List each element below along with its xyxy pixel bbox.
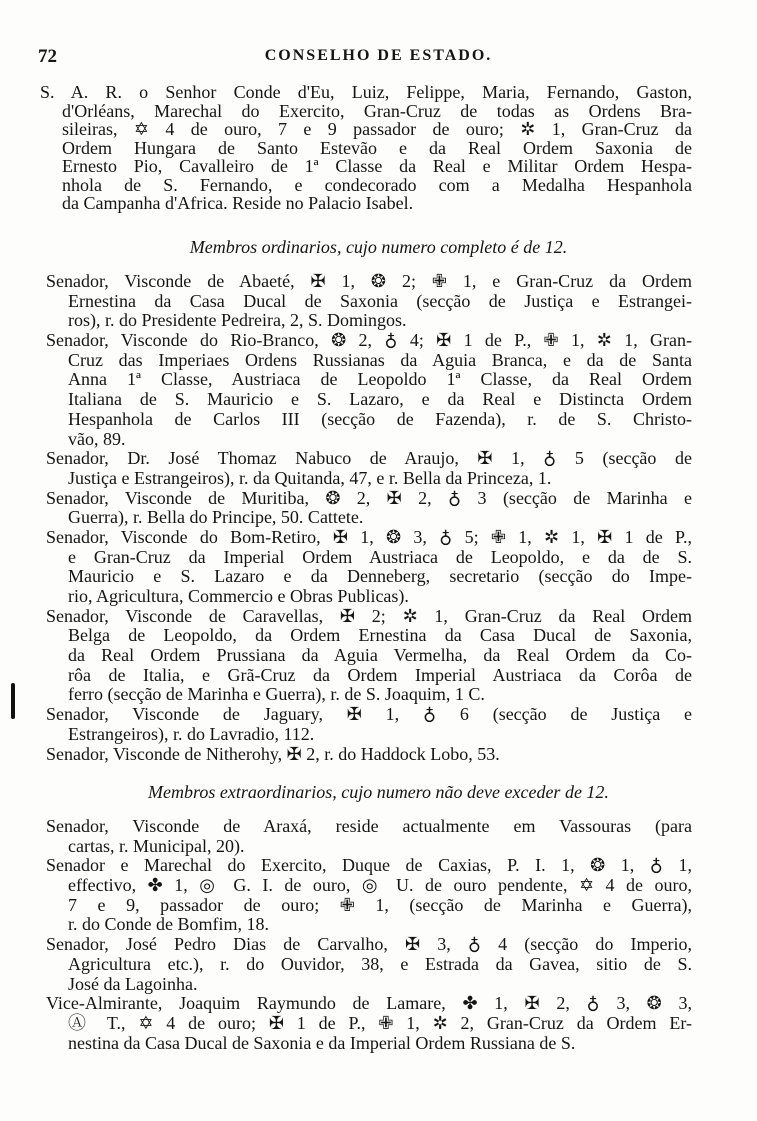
text-line: nhola de S. Fernando, e condecorado com a Medalha Hespanhola — [62, 174, 692, 195]
text-line: Ⓐ T., ✡ 4 de ouro; ✠ 1 de P., ✙ 1, ✲ 2, Gran-Cruz da Ordem Er- — [68, 1012, 692, 1033]
member-entry — [46, 817, 692, 856]
text-line: da Real Ordem Prussiana da Aguia Vermelha, da Real Ordem da Co- — [68, 645, 692, 666]
text-line: S. A. R. o Senhor Conde d'Eu, Luiz, Felippe, Maria, Fernando, Gaston, — [40, 82, 692, 102]
intro-paragraph — [40, 83, 692, 213]
text-line: Senador, Visconde de Jaguary, ✠ 1, ♁ 6 (secção de Justiça e — [46, 704, 692, 725]
text-line: da Campanha d'Africa. Reside no Palacio Isabel. — [62, 193, 414, 213]
section-heading-ordinary: Membros ordinarios, cujo numero completo é de 12. — [189, 237, 568, 257]
text-line: Senador, Visconde de Abaeté, ✠ 1, ❂ 2; ✙ 1, e Gran-Cruz da Ordem — [46, 271, 692, 291]
text-line: Senador, Dr. José Thomaz Nabuco de Araujo, ✠ 1, ♁ 5 (secção de — [46, 448, 692, 469]
ordinary-members-list — [46, 272, 692, 764]
text-line: r. do Conde de Bomfim, 18. — [68, 914, 269, 935]
text-line: Ordem Hungara de Santo Estevão e da Real Ordem Saxonia de — [62, 137, 692, 158]
text-line: rio, Agricultura, Commercio e Obras Publicas). — [68, 586, 409, 606]
text-line: Italiana de S. Mauricio e S. Lazaro, e da Real e Distincta Ordem — [68, 389, 692, 410]
member-entry — [46, 331, 692, 449]
member-entry — [46, 856, 692, 935]
text-line: Hespanhola de Carlos III (secção de Fazenda), r. de S. Christo- — [68, 408, 692, 429]
text-line: Ernesto Pio, Cavalleiro de 1ª Classe da Real e Militar Ordem Hespa- — [62, 156, 692, 176]
member-entry — [46, 489, 692, 528]
member-entry — [46, 745, 692, 765]
text-line: Senador, Visconde do Bom-Retiro, ✠ 1, ❂ 3, ♁ 5; ✙ 1, ✲ 1, ✠ 1 de P., — [46, 526, 692, 547]
text-line: Justiça e Estrangeiros), r. da Quitanda, 47, e r. Bella da Princeza, 1. — [68, 467, 552, 488]
member-entry — [46, 607, 692, 705]
text-line: nestina da Casa Ducal de Saxonia e da Imperial Ordem Russiana de S. — [68, 1032, 576, 1053]
text-line: Senador, Visconde de Caravellas, ✠ 2; ✲ 1, Gran-Cruz da Real Ordem — [46, 605, 692, 626]
text-line: sileiras, ✡ 4 de ouro, 7 e 9 passador de ouro; ✲ 1, Gran-Cruz da — [62, 119, 692, 139]
section-heading-extraordinary: Membros extraordinarios, cujo numero não deve exceder de 12. — [148, 782, 609, 802]
extraordinary-members-list — [46, 817, 692, 1053]
text-line: Guerra), r. Bella do Principe, 50. Cattete. — [68, 507, 364, 528]
text-line: Senador e Marechal do Exercito, Duque de Caxias, P. I. 1, ❂ 1, ♁ 1, — [46, 855, 692, 876]
text-line: Senador, Visconde de Muritiba, ❂ 2, ✠ 2, ♁ 3 (secção de Marinha e — [46, 487, 692, 508]
member-entry — [46, 528, 692, 607]
text-line: effectivo, ✤ 1, ◎ G. I. de ouro, ◎ U. de ouro pendente, ✡ 4 de ouro, — [68, 875, 692, 896]
text-line: e Gran-Cruz da Imperial Ordem Austriaca de Leopoldo, e da de S. — [68, 546, 692, 567]
text-line: José da Lagoinha. — [68, 973, 198, 994]
text-line: Anna 1ª Classe, Austriaca de Leopoldo 1ª Classe, da Real Ordem — [68, 369, 692, 390]
text-line: Estrangeiros), r. do Lavradio, 112. — [68, 723, 315, 744]
text-line: vão, 89. — [68, 428, 126, 449]
text-line: Senador, Visconde de Nitherohy, ✠ 2, r. do Haddock Lobo, 53. — [46, 743, 500, 764]
text-line: Mauricio e S. Lazaro e da Denneberg, secretario (secção do Impe- — [68, 566, 692, 587]
text-line: rôa de Italia, e Grã-Cruz da Ordem Imperial Austriaca da Corôa de — [68, 664, 692, 685]
member-entry — [46, 994, 692, 1053]
text-line: ros), r. do Presidente Pedreira, 2, S. Domingos. — [68, 310, 407, 331]
member-entry — [46, 705, 692, 744]
text-line: cartas, r. Municipal, 20). — [68, 835, 245, 856]
text-line: Senador, Visconde do Rio-Branco, ❂ 2, ♁ 4; ✠ 1 de P., ✙ 1, ✲ 1, Gran- — [46, 330, 692, 351]
member-entry — [46, 449, 692, 488]
text-line: Ernestina da Casa Ducal de Saxonia (secção de Justiça e Estrangei- — [68, 290, 692, 311]
running-head: CONSELHO DE ESTADO. — [264, 47, 493, 64]
text-line: 7 e 9, passador de ouro; ✙ 1, (secção de Marinha e Guerra), — [68, 894, 692, 915]
text-line: Senador, José Pedro Dias de Carvalho, ✠ 3, ♁ 4 (secção do Imperio, — [46, 934, 692, 955]
text-line: Cruz das Imperiaes Ordens Russianas da Aguia Branca, e da de Santa — [68, 349, 692, 370]
member-entry — [46, 272, 692, 331]
page-number: 72 — [38, 46, 57, 67]
text-line: Vice-Almirante, Joaquim Raymundo de Lamare, ✤ 1, ✠ 2, ♁ 3, ❂ 3, — [46, 993, 692, 1014]
text-line: Senador, Visconde de Araxá, reside actualmente em Vassouras (para — [46, 816, 692, 836]
member-entry — [46, 935, 692, 994]
text-line: ferro (secção de Marinha e Guerra), r. de S. Joaquim, 1 C. — [68, 684, 485, 705]
text-line: Belga de Leopoldo, da Ordem Ernestina da Casa Ducal de Saxonia, — [68, 625, 692, 646]
text-line: d'Orléans, Marechal do Exercito, Gran-Cruz de todas as Ordens Bra- — [62, 100, 692, 121]
margin-mark — [11, 683, 15, 719]
text-line: Agricultura etc.), r. do Ouvidor, 38, e Estrada da Gavea, sitio de S. — [68, 953, 692, 974]
